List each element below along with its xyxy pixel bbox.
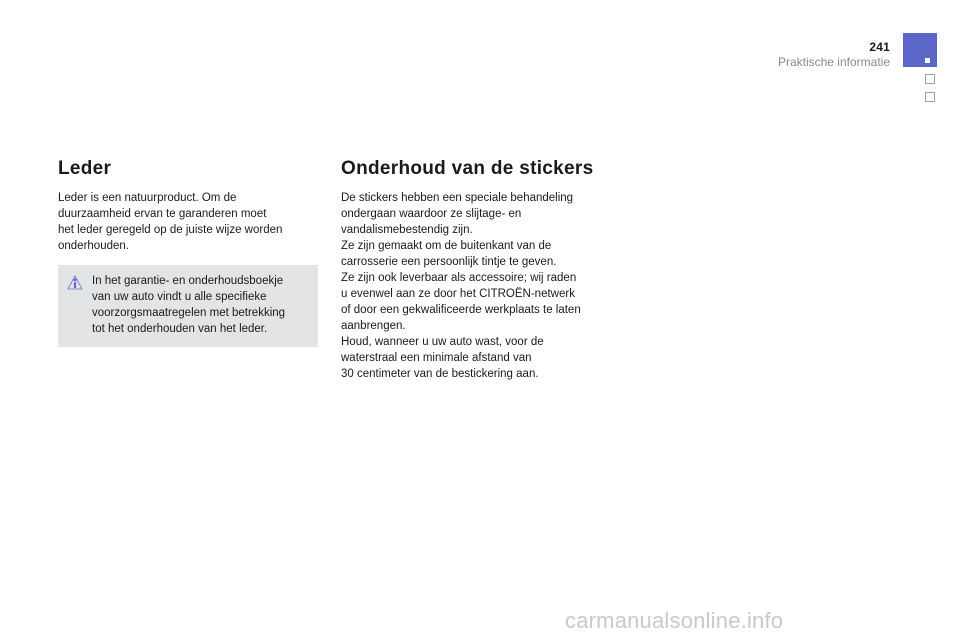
- text-line: onderhouden.: [58, 240, 129, 252]
- text-line: vandalismebestendig zijn.: [341, 224, 473, 236]
- text-line: of door een gekwalificeerde werkplaats te laten: [341, 304, 581, 316]
- text-line: De stickers hebben een speciale behandeling: [341, 192, 574, 204]
- info-icon: [67, 275, 83, 291]
- text-line: duurzaamheid ervan te garanderen moet: [58, 208, 267, 220]
- note-line: voorzorgsmaatregelen met betrekking: [92, 307, 286, 319]
- tab-marker-icon: [925, 58, 930, 63]
- text-line: Leder is een natuurproduct. Om de: [58, 192, 237, 204]
- text-line: 30 centimeter van de bestickering aan.: [341, 368, 539, 380]
- text-line: u evenwel aan ze door het CITROËN-netwerk: [341, 288, 575, 300]
- chapter-tab[interactable]: [925, 92, 935, 102]
- page-number: 241: [869, 40, 890, 54]
- text-line: carrosserie een persoonlijk tintje te geven.: [341, 256, 557, 268]
- section-title: Praktische informatie: [777, 55, 890, 69]
- info-note: [58, 265, 318, 347]
- text-line: aanbrengen.: [341, 320, 406, 332]
- text-line: Ze zijn ook leverbaar als accessoire; wij raden: [341, 272, 577, 284]
- leather-heading: Leder: [58, 158, 112, 179]
- text-line: het leder geregeld op de juiste wijze worden: [58, 224, 283, 236]
- leather-section: [58, 158, 320, 254]
- text-line: waterstraal een minimale afstand van: [341, 352, 532, 364]
- note-line: tot het onderhouden van het leder.: [92, 323, 268, 335]
- text-line: Ze zijn gemaakt om de buitenkant van de: [341, 240, 552, 252]
- watermark-link[interactable]: carmanualsonline.info: [565, 608, 784, 633]
- leather-paragraph: [58, 190, 320, 254]
- note-line: In het garantie- en onderhoudsboekje: [92, 275, 284, 287]
- stickers-paragraph: [341, 190, 611, 382]
- note-line: van uw auto vindt u alle specifieke: [92, 291, 267, 303]
- text-line: Houd, wanneer u uw auto wast, voor de: [341, 336, 544, 348]
- chapter-tab[interactable]: [925, 74, 935, 84]
- stickers-heading: Onderhoud van de stickers: [341, 158, 594, 179]
- chapter-tab-active[interactable]: [903, 33, 937, 67]
- stickers-section: [341, 158, 611, 382]
- text-line: ondergaan waardoor ze slijtage- en: [341, 208, 522, 220]
